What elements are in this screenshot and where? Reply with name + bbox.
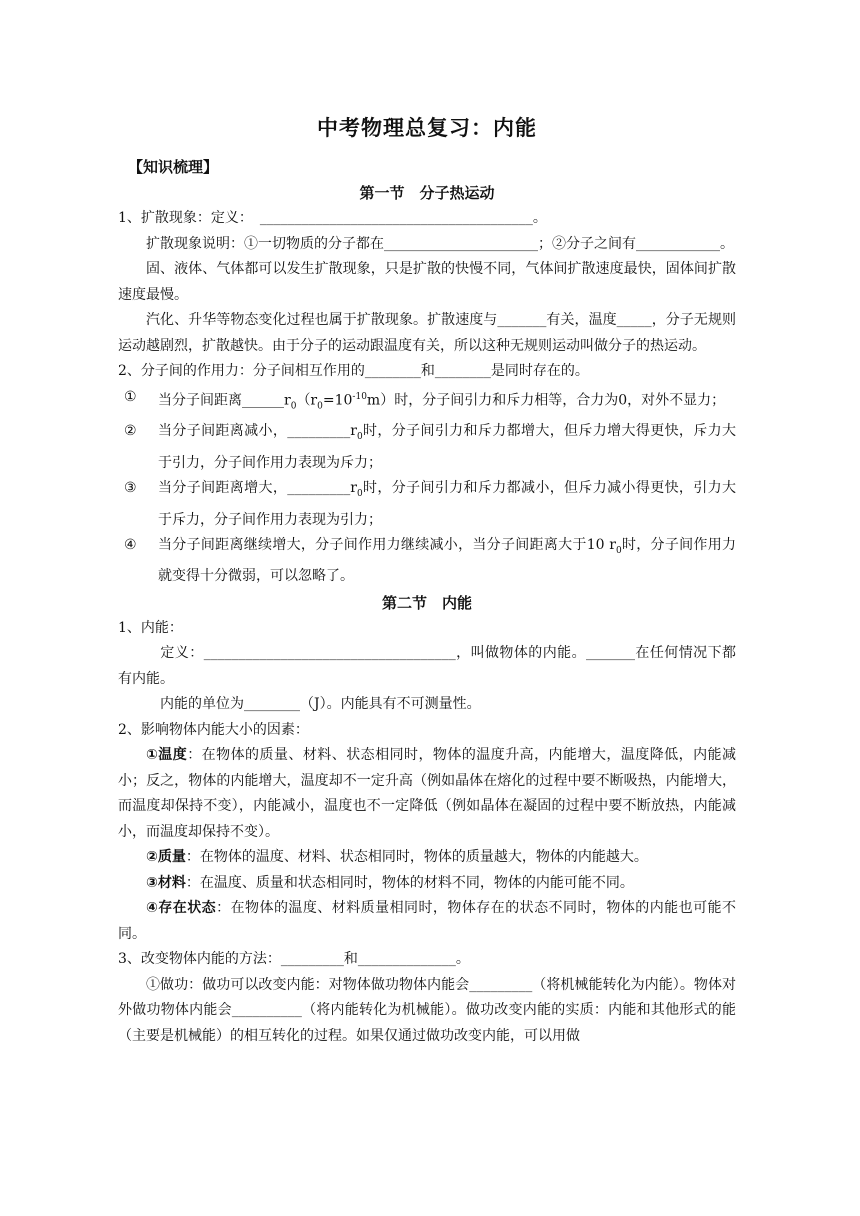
internal-energy-heading: 1、内能： — [118, 619, 183, 636]
work-method: ①做功：做功可以改变内能：对物体做功物体内能会_________（将机械能转化为内能）。物体对外做功物体内能会__________（将内能转化为机械能）。做功改变内能的实质：内能和其他形式的能（主要是机械能）的相互转化的过程。如果仅通过做功改变内能，可以用做 — [118, 976, 736, 1044]
factors-heading: 2、影响物体内能大小的因素： — [118, 721, 309, 738]
item-text: 当分子间距离$\_\_\_\_\_\_r_0(r_0=10^{-10}m)$时，分子间引力和斥力相等，合力为0，对外不显力； — [158, 391, 726, 411]
factor-mass: ②质量：在物体的温度、材料、状态相同时，物体的质量越大，物体的内能越大。 — [146, 849, 648, 866]
knowledge-heading: 【知识梳理】 — [128, 158, 219, 176]
item-number: ④ — [124, 537, 137, 554]
item-number: ① — [124, 388, 137, 405]
diffusion-definition: 1、扩散现象：定义： _______________________________________。 — [118, 210, 547, 226]
item-number: ③ — [124, 480, 137, 497]
force-item-1 — [118, 385, 736, 420]
factor-state: ④存在状态：在物体的温度、材料质量相同时，物体存在的状态不同时，物体的内能也可能不同。 — [118, 900, 736, 942]
internal-energy-definition: 定义：____________________________________，叫做物体的内能。_______在任何情况下都有内能。 — [118, 645, 736, 687]
diffusion-temperature: 汽化、升华等物态变化过程也属于扩散现象。扩散速度与_______有关，温度_____，分子无规则运动越剧烈，扩散越快。由于分子的运动跟温度有关，所以这种无规则运动叫做分子的热运动。 — [118, 312, 736, 354]
change-methods-heading: 3、改变物体内能的方法：_________和______________。 — [118, 951, 470, 968]
internal-energy-unit: 内能的单位为________（J）。内能具有不可测量性。 — [160, 696, 481, 713]
factor-temperature: ①温度：在物体的质量、材料、状态相同时，物体的温度升高，内能增大，温度降低，内能减小；反之，物体的内能增大，温度却不一定升高（例如晶体在熔化的过程中要不断吸热，内能增大，而温度却保持不变），内能减小，温度也不一定降低（例如晶体在凝固的过程中要不断放热，内能减小，而温度却保持不变）。 — [118, 747, 736, 840]
diffusion-states: 固、液体、气体都可以发生扩散现象，只是扩散的快慢不同，气体间扩散速度最快，固体间扩散速度最慢。 — [118, 261, 736, 303]
item-text: 当分子间距离减小，$\_\_\_\_\_\_\_\_\_r_0$时，分子间引力和斥力都增大，但斥力增大得更快，斥力大于引力，分子间作用力表现为斥力； — [158, 423, 737, 471]
item-text: 当分子间距离继续增大，分子间作用力继续减小，当分子间距离大于10 $r_0$时，分子间作用力就变得十分微弱，可以忽略了。 — [158, 537, 736, 585]
page-title: 中考物理总复习：内能 — [317, 116, 537, 140]
item-number: ② — [124, 423, 137, 440]
section-1-heading: 第一节 分子热运动 — [359, 184, 495, 202]
force-item-4 — [118, 533, 736, 590]
document-page — [118, 112, 736, 1049]
force-item-3 — [118, 476, 736, 533]
force-item-2 — [118, 419, 736, 476]
item-text: 当分子间距离增大，$\_\_\_\_\_\_\_\_\_r_0$时，分子间引力和斥力都减小，但斥力减小得更快，引力大于斥力，分子间作用力表现为引力； — [158, 480, 737, 528]
section-2-heading: 第二节 内能 — [381, 593, 472, 612]
factor-material: ③材料：在温度、质量和状态相同时，物体的材料不同，物体的内能可能不同。 — [146, 874, 634, 891]
molecular-force-intro: 2、分子间的作用力：分子间相互作用的________和________是同时存在的。 — [118, 363, 589, 379]
diffusion-explanation: 扩散现象说明：①一切物质的分子都在______________________；②分子之间有____________。 — [146, 235, 734, 252]
